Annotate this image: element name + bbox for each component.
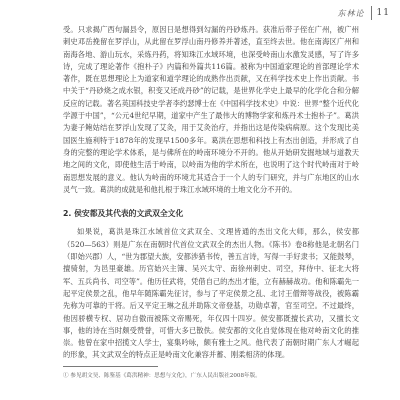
section-title: 东林论	[337, 8, 365, 18]
page-number: 11	[376, 8, 390, 18]
section-heading: 2. 侯安都及其代表的文武双全文化	[63, 209, 184, 219]
body-text	[63, 24, 359, 362]
footnote: ① 参见胡文昊、陈鉴基《葛洪精神：思想与文化》，广东人民出版社2008年版。	[63, 373, 261, 379]
running-header	[312, 2, 390, 24]
paragraph: 如果说，葛洪是珠江水域首位文武双全、文理皆通的杰出文化大师，那么，侯安都（520—563）则是广东在南朝时代首位文武双全的杰出人物。《陈书》卷8称他是北朝名门（即始兴郡）人，“世为郡望大族，安都涉猎书传，善五言诗，写得一手好隶书；又能鼓琴，擅骑射，为邑里豪雄。历官始兴主簿、吴兴太守、南徐州刺史、司空，拜侍中、征北大将军、五兵尚书、司空等”。他历任武将，凭借自己的杰出才能，立有赫赫战功。他和陈霸先一起平定侯景之乱，他早年随陈霸先征讨，参与了平定侯景之乱、北讨王僧辩等战役，被陈霸先称为可靠的干将。后又平定王琳之乱并助陈文帝登基，功勋卓著，官至司空。不过最终，他因骄横专权、居功自傲而被陈文帝赐死，年仅四十四岁。侯安都既擅长武功，又擅长文事，他的诗在当时颇受赞誉，可惜大多已散佚。侯安都的文化自觉体现在他对岭南文化的推崇。他曾在家中招揽文人学士，宴集吟咏，颇有雅士之风。他代表了南朝时期广东人才崛起的形象，其文武双全的特点正是岭南文化兼容并蓄、刚柔相济的体现。	[63, 227, 359, 360]
footnote-divider	[63, 366, 158, 367]
header-divider	[371, 6, 372, 20]
paragraph: 受。只求揭广西句漏县令，原因日是想得到勾漏的丹砂炼丹。获准后带子侄在广州，被广州刺史邓岳挽留在罗浮山，从此留在罗浮山南丹修养并著述，直至终去世。他在南海区广州和南海各地、游山玩水，采炼丹药，将知珠江水域环境，也深受岭南山水激发灵感，写了许多诗，完成了理论著作《抱朴子》内篇和外篇共116篇。被称为中国道家理论的首部理论学术著作，既在思想理论上为道家和道学理论的成熟作出贡献，又在科学技术史上作出贡献。书中关于“丹砂烧之成水银，积变又还成丹砂”的记载，是世界化学史上最早的化学化合和分解反应的记载。著名英国科技史学者李约瑟博士在《中国科学技术史》中说：世界“整个近代化学源于中国”，“公元4世纪早期，道家中产生了最伟大的博物学家和炼丹术士抱朴子”。葛洪为妻子鲍姑结在罗浮山发现了艾灸，用于艾灸治疗，并指出这是传染病病原。这个发现比美国医生施利特于1878年的发现早1500多年。葛洪在思想和科技上有杰出创造，并形成了自身的完整的理论学术体系，是与佛所在的岭南环境分不开的。他从开始研发掘地域与道教天地之间的文化，即使他生活于岭南，以岭南为他的学术所在，也说明了这个时代岭南对于岭南思想发展的意义。他认为岭南的环境尤其适合于一个人的专门研究，并与广东地区的山水灵气一致。葛洪的成就是和他扎根于珠江水域环境的土地文化分不开的。	[63, 25, 359, 194]
